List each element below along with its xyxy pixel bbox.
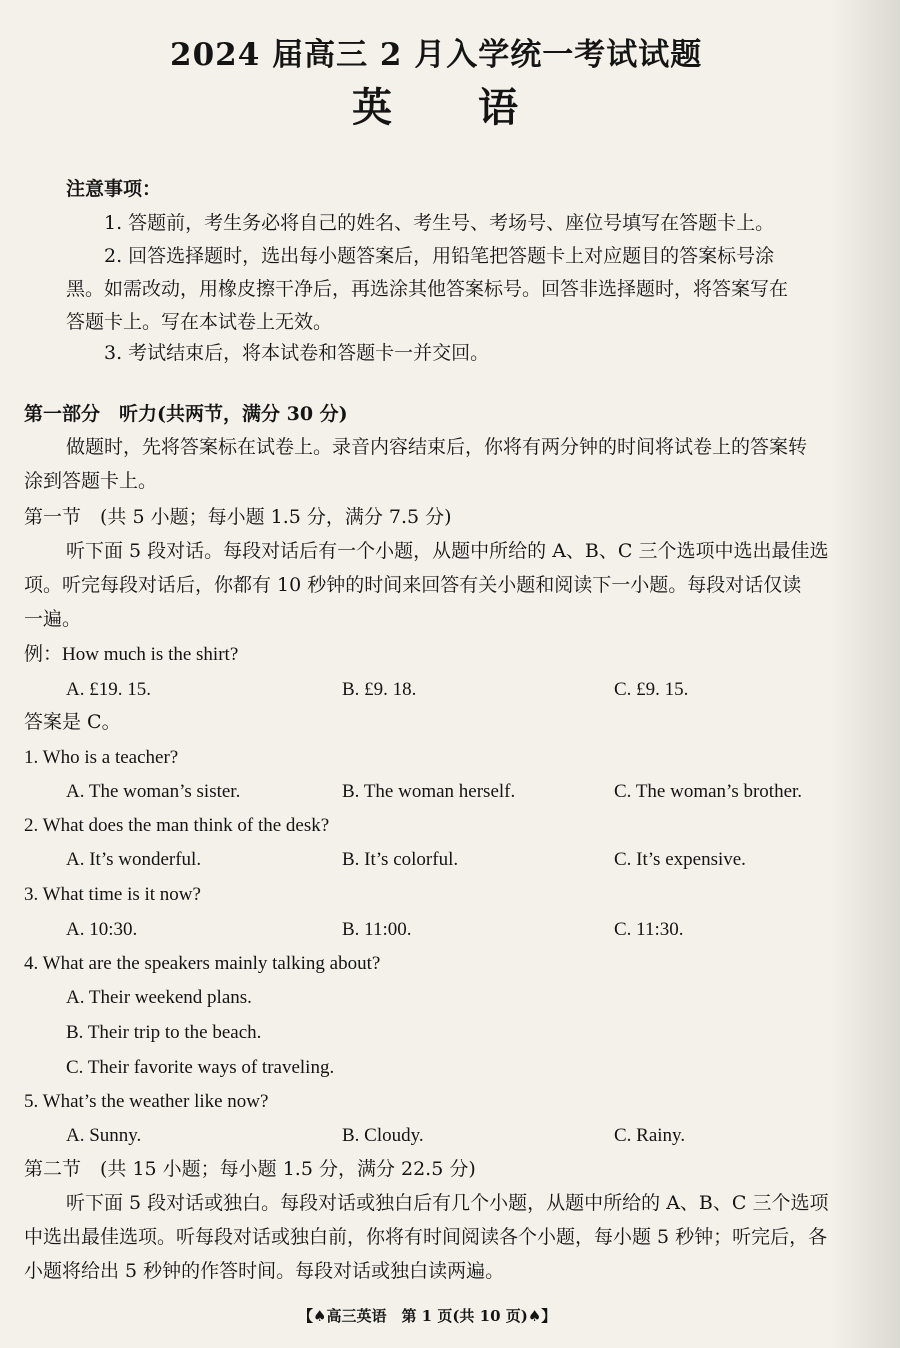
- section2-instr-line1: 听下面 5 段对话或独白。每段对话或独白后有几个小题，从题中所给的 A、B、C 三个选项: [66, 1192, 829, 1214]
- example-option-b: B. £9. 18.: [342, 679, 417, 700]
- question-2-option-b: B. It’s colorful.: [342, 849, 459, 870]
- section2-instr-line3: 小题将给出 5 秒钟的作答时间。每段对话或独白读两遍。: [24, 1260, 505, 1282]
- notice-item-2-line2: 黑。如需改动，用橡皮擦干净后，再选涂其他答案标号。回答非选择题时，将答案写在: [66, 278, 789, 300]
- exam-title: 2024 届高三 2 月入学统一考试试题: [170, 37, 703, 73]
- question-3-option-b: B. 11:00.: [342, 919, 412, 940]
- page-edge-shadow: [830, 0, 900, 1348]
- question-5-option-b: B. Cloudy.: [342, 1125, 424, 1146]
- section1-instr-line2: 项。听完每段对话后，你都有 10 秒钟的时间来回答有关小题和阅读下一小题。每段对话仅读: [24, 574, 802, 596]
- part1-intro-line2: 涂到答题卡上。: [24, 470, 158, 492]
- example-answer: 答案是 C。: [24, 711, 121, 733]
- notice-item-2-line1: 2. 回答选择题时，选出每小题答案后，用铅笔把答题卡上对应题目的答案标号涂: [104, 245, 775, 267]
- example-option-c: C. £9. 15.: [614, 679, 689, 700]
- question-1-option-b: B. The woman herself.: [342, 781, 516, 802]
- notice-item-2-line3: 答题卡上。写在本试卷上无效。: [66, 311, 333, 333]
- section1-instr-line1: 听下面 5 段对话。每段对话后有一个小题，从题中所给的 A、B、C 三个选项中选出最佳选: [66, 540, 829, 562]
- question-1-option-c: C. The woman’s brother.: [614, 781, 803, 802]
- question-4-option-a: A. Their weekend plans.: [66, 987, 252, 1008]
- notice-heading: 注意事项：: [66, 178, 162, 200]
- question-4: 4. What are the speakers mainly talking about?: [24, 953, 381, 974]
- subject-title: 英 语: [352, 84, 520, 131]
- page-footer: 【♠高三英语 第 1 页(共 10 页)♠】: [298, 1307, 557, 1325]
- section1-instr-line3: 一遍。: [24, 608, 82, 630]
- question-3: 3. What time is it now?: [24, 884, 201, 905]
- question-2: 2. What does the man think of the desk?: [24, 815, 330, 836]
- section2-heading: 第二节 (共 15 小题；每小题 1.5 分，满分 22.5 分): [24, 1158, 476, 1180]
- section2-instr-line2: 中选出最佳选项。听每段对话或独白前，你将有时间阅读各个小题，每小题 5 秒钟；听完后，各: [24, 1226, 828, 1248]
- part1-intro-line1: 做题时，先将答案标在试卷上。录音内容结束后，你将有两分钟的时间将试卷上的答案转: [66, 436, 808, 458]
- question-1: 1. Who is a teacher?: [24, 747, 179, 768]
- section1-heading: 第一节 (共 5 小题；每小题 1.5 分，满分 7.5 分): [24, 506, 452, 528]
- question-5-option-c: C. Rainy.: [614, 1125, 686, 1146]
- question-4-option-b: B. Their trip to the beach.: [66, 1022, 262, 1043]
- part1-heading: 第一部分 听力(共两节，满分 30 分): [24, 403, 348, 425]
- question-5-option-a: A. Sunny.: [66, 1125, 142, 1146]
- notice-item-3: 3. 考试结束后，将本试卷和答题卡一并交回。: [104, 342, 490, 364]
- question-2-option-a: A. It’s wonderful.: [66, 849, 202, 870]
- example-option-a: A. £19. 15.: [66, 679, 151, 700]
- question-1-option-a: A. The woman’s sister.: [66, 781, 241, 802]
- notice-item-1: 1. 答题前，考生务必将自己的姓名、考生号、考场号、座位号填写在答题卡上。: [104, 212, 775, 234]
- question-4-option-c: C. Their favorite ways of traveling.: [66, 1057, 335, 1078]
- question-5: 5. What’s the weather like now?: [24, 1091, 269, 1112]
- question-3-option-a: A. 10:30.: [66, 919, 138, 940]
- example-question: 例：How much is the shirt?: [24, 644, 239, 665]
- question-3-option-c: C. 11:30.: [614, 919, 684, 940]
- question-2-option-c: C. It’s expensive.: [614, 849, 746, 870]
